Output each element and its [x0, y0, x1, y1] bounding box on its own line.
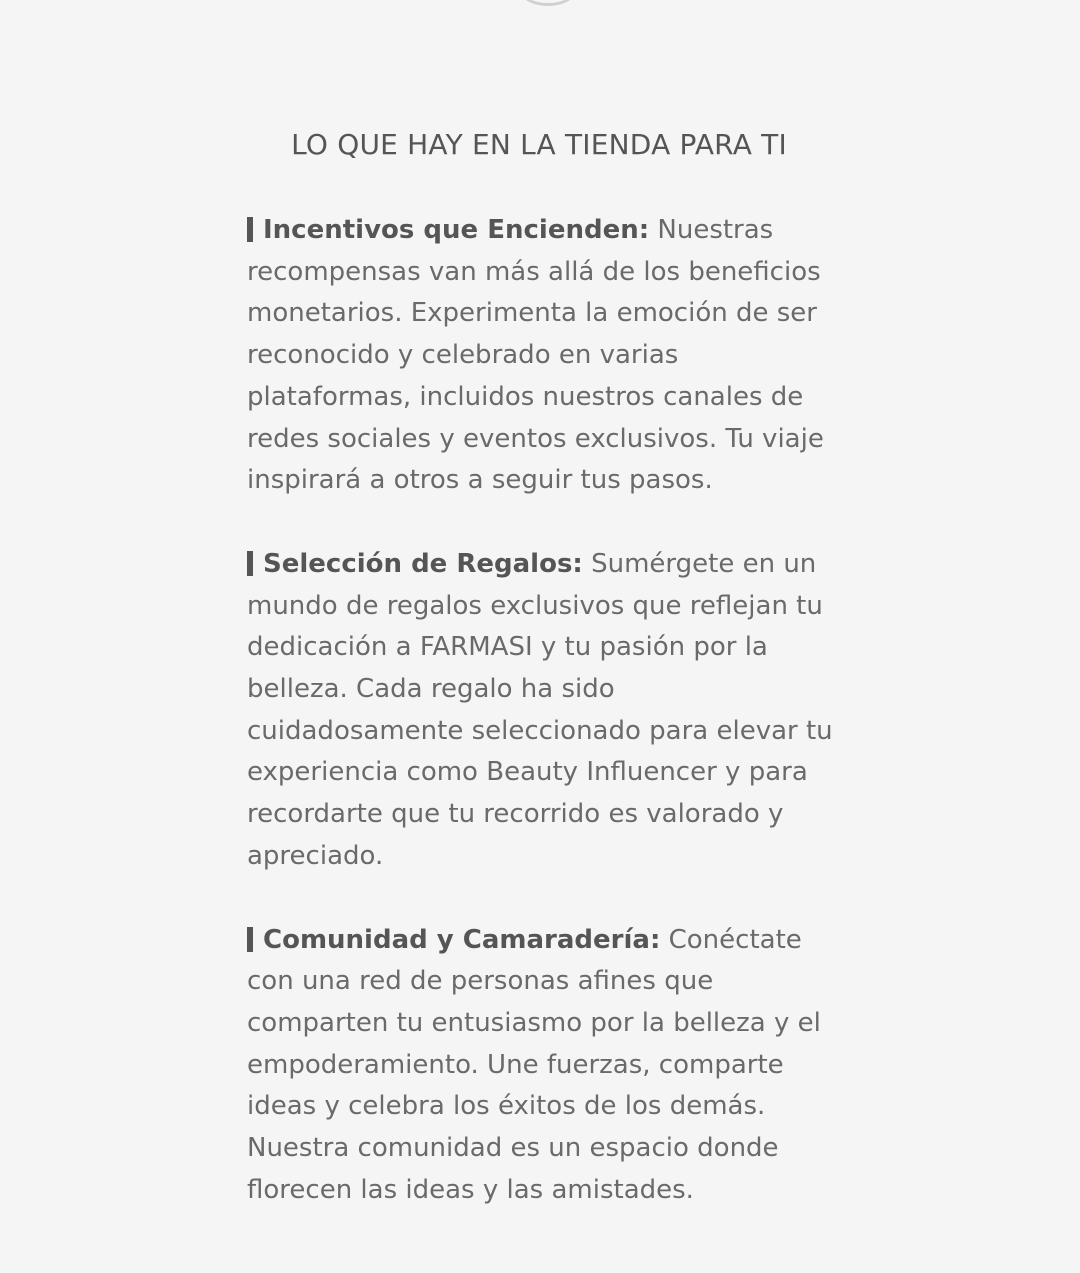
section-label: Selección de Regalos: [263, 548, 583, 579]
section-label: Comunidad y Camaradería: [263, 924, 661, 955]
section-marker-bar [247, 551, 253, 576]
section-marker-bar [247, 217, 253, 242]
top-scroll-indicator [510, 0, 586, 6]
section-body-text: Nuestras recompensas van más allá de los beneficios monetarios. Experimenta la emoción de ser reconocido y celebrado en varias plataformas, incluidos nuestros canales de redes sociales y eventos exclusivos. Tu viaje inspirará a otros a seguir tus pasos. [247, 215, 824, 496]
benefit-section-community [247, 920, 837, 1212]
benefit-section-gifts [247, 544, 837, 878]
section-body-text: Conéctate con una red de personas afines que comparten tu entusiasmo por la belleza y el empoderamiento. Une fuerzas, comparte ideas y celebra los éxitos de los demás. Nuestra comunidad es un espacio donde florecen las ideas y las amistades. [247, 924, 821, 1205]
page-title: LO QUE HAY EN LA TIENDA PARA TI [291, 128, 787, 161]
section-label: Incentivos que Encienden: [263, 215, 650, 245]
benefit-section-incentives [247, 210, 837, 502]
section-marker-bar [247, 927, 253, 952]
store-benefits-content [247, 126, 847, 1253]
section-body-text: Sumérgete en un mundo de regalos exclusivos que reflejan tu dedicación a FARMASI y tu pasión por la belleza. Cada regalo ha sido cuidadosamente seleccionado para elevar tu experiencia como Beauty Influencer y para recordarte que tu recorrido es valorado y apreciado. [247, 548, 833, 871]
